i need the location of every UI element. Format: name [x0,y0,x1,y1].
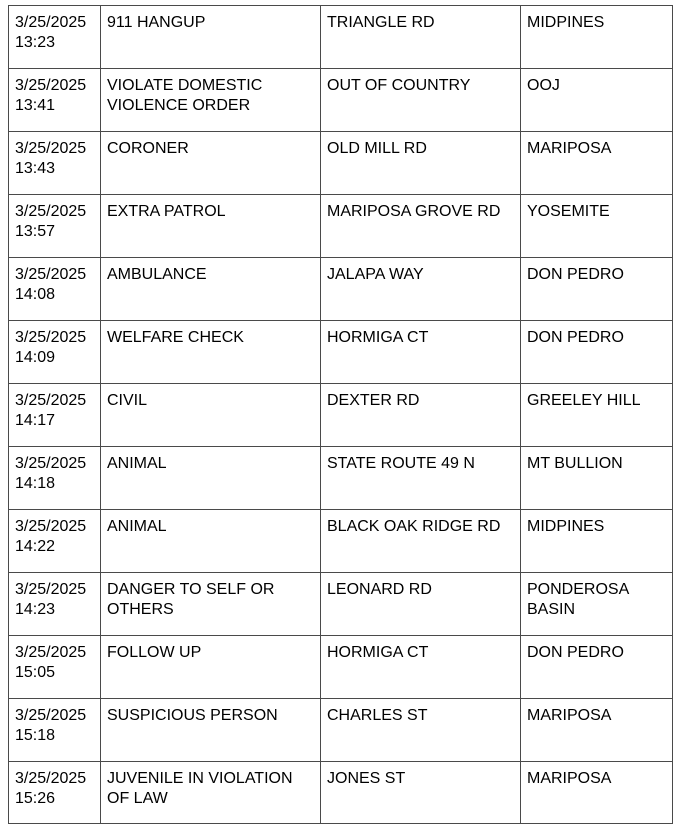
table-row [9,447,673,510]
datetime-cell [9,132,101,195]
table-row [9,195,673,258]
area-cell: MIDPINES [521,510,673,573]
location-cell: HORMIGA CT [321,321,521,384]
table-row [9,69,673,132]
table-row [9,510,673,573]
area-cell: DON PEDRO [521,258,673,321]
datetime-cell [9,447,101,510]
table-row [9,321,673,384]
datetime-cell [9,573,101,636]
call-time: 15:18 [15,727,56,744]
table-row [9,6,673,69]
datetime-cell [9,195,101,258]
datetime-cell [9,699,101,762]
call-date: 3/25/2025 [15,392,87,409]
call-time: 15:05 [15,664,56,681]
table-row [9,699,673,762]
call-type-cell: ANIMAL [101,447,321,510]
area-cell: PONDEROSA BASIN [521,573,673,636]
call-time: 14:09 [15,349,56,366]
area-cell: GREELEY HILL [521,384,673,447]
table-row [9,636,673,699]
call-time: 14:18 [15,475,56,492]
datetime-cell [9,762,101,824]
area-cell: MT BULLION [521,447,673,510]
location-cell: HORMIGA CT [321,636,521,699]
call-type-cell: 911 HANGUP [101,6,321,69]
location-cell: DEXTER RD [321,384,521,447]
call-date: 3/25/2025 [15,581,87,598]
call-time: 14:22 [15,538,56,555]
datetime-cell [9,321,101,384]
call-date: 3/25/2025 [15,77,87,94]
location-cell: MARIPOSA GROVE RD [321,195,521,258]
area-cell: DON PEDRO [521,636,673,699]
call-time: 13:23 [15,34,56,51]
area-cell: DON PEDRO [521,321,673,384]
location-cell: TRIANGLE RD [321,6,521,69]
call-type-cell: CIVIL [101,384,321,447]
datetime-cell [9,636,101,699]
call-date: 3/25/2025 [15,455,87,472]
table-row [9,132,673,195]
call-date: 3/25/2025 [15,14,87,31]
area-cell: MARIPOSA [521,132,673,195]
call-date: 3/25/2025 [15,266,87,283]
call-type-cell: SUSPICIOUS PERSON [101,699,321,762]
call-type-cell: EXTRA PATROL [101,195,321,258]
call-type-cell: VIOLATE DOMESTIC VIOLENCE ORDER [101,69,321,132]
call-time: 13:43 [15,160,56,177]
datetime-cell [9,510,101,573]
location-cell: JALAPA WAY [321,258,521,321]
call-date: 3/25/2025 [15,140,87,157]
area-cell: MARIPOSA [521,699,673,762]
table-row [9,384,673,447]
call-type-cell: WELFARE CHECK [101,321,321,384]
location-cell: JONES ST [321,762,521,824]
area-cell: YOSEMITE [521,195,673,258]
call-date: 3/25/2025 [15,770,87,787]
call-date: 3/25/2025 [15,707,87,724]
datetime-cell [9,258,101,321]
call-date: 3/25/2025 [15,644,87,661]
call-type-cell: JUVENILE IN VIOLATION OF LAW [101,762,321,824]
location-cell: CHARLES ST [321,699,521,762]
call-time: 13:57 [15,223,56,240]
location-cell: OUT OF COUNTRY [321,69,521,132]
call-log-table [8,5,673,824]
location-cell: OLD MILL RD [321,132,521,195]
call-date: 3/25/2025 [15,203,87,220]
area-cell: MARIPOSA [521,762,673,824]
location-cell: LEONARD RD [321,573,521,636]
call-log-body [9,6,673,824]
call-time: 14:17 [15,412,56,429]
call-time: 14:23 [15,601,56,618]
area-cell: MIDPINES [521,6,673,69]
table-row [9,258,673,321]
call-type-cell: AMBULANCE [101,258,321,321]
call-date: 3/25/2025 [15,329,87,346]
call-date: 3/25/2025 [15,518,87,535]
call-time: 15:26 [15,790,56,807]
call-time: 14:08 [15,286,56,303]
area-cell: OOJ [521,69,673,132]
call-type-cell: ANIMAL [101,510,321,573]
call-type-cell: CORONER [101,132,321,195]
call-type-cell: DANGER TO SELF OR OTHERS [101,573,321,636]
call-time: 13:41 [15,97,56,114]
datetime-cell [9,384,101,447]
location-cell: STATE ROUTE 49 N [321,447,521,510]
table-row [9,762,673,824]
datetime-cell [9,69,101,132]
call-type-cell: FOLLOW UP [101,636,321,699]
table-row [9,573,673,636]
location-cell: BLACK OAK RIDGE RD [321,510,521,573]
datetime-cell [9,6,101,69]
